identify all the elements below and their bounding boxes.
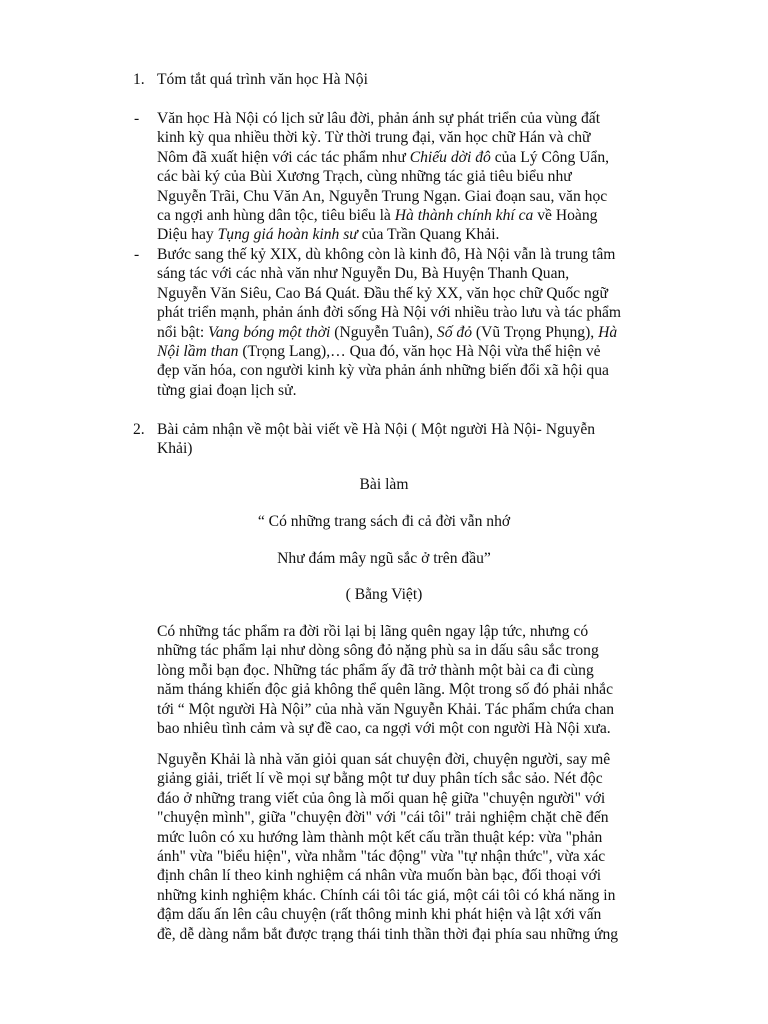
- italic-title: Hà thành chính khí ca: [394, 207, 534, 224]
- text-line: Bước sang thế kỷ XIX, dù không còn là kinh đô, Hà Nội vẫn là trung tâm: [157, 246, 616, 263]
- text-line: năm tháng khiến độc giả không thể quên lãng. Một trong số đó phải nhắc: [157, 681, 614, 699]
- text-line: đẹp văn hóa, con người kinh kỳ vừa phản ánh những biến đổi xã hội qua: [157, 362, 609, 380]
- text-line: Nguyễn Khải là nhà văn giỏi quan sát chuyện đời, chuyện người, say mê: [157, 751, 611, 768]
- text-line: Nguyễn Trãi, Chu Văn An, Nguyễn Trung Ngạn. Giai đoạn sau, văn học: [157, 187, 608, 205]
- text-line: ánh" vừa "biểu hiện", vừa nhằm "tác động" vừa "tự nhận thức", vừa xác: [157, 848, 606, 865]
- text-line: Bài cảm nhận về một bài viết về Hà Nội ( Một người Hà Nội- Nguyễn: [157, 421, 596, 438]
- text-line: đậm dấu ấn lên câu chuyện (rất thông minh khi phát hiện và lật xới vấn: [157, 906, 602, 924]
- bullet-2-dash: -: [134, 246, 140, 263]
- section-1-heading: Tóm tắt quá trình văn học Hà Nội: [157, 71, 368, 88]
- text-line: lòng mỗi bạn đọc. Những tác phẩm ấy đã trở thành một bài ca đi cùng: [157, 661, 594, 679]
- text-line: Nội lầm than (Trọng Lang),… Qua đó, văn học Hà Nội vừa thể hiện vẻ: [157, 343, 601, 360]
- section-1-number: 1.: [133, 71, 145, 88]
- text-line: tới “ Một người Hà Nội” của nhà văn Nguyễn Khải. Tác phẩm chứa chan: [157, 700, 615, 718]
- text-line: từng giai đoạn lịch sử.: [157, 381, 297, 399]
- text-line: mức luôn có xu hướng làm thành một kết cấu trần thuật kép: vừa "phản: [157, 828, 603, 846]
- italic-title: Chiếu dời đô: [409, 148, 491, 166]
- text-line: kinh kỳ qua nhiều thời kỳ. Từ thời trung đại, văn học chữ Hán và chữ: [157, 129, 591, 147]
- text-line: đề, dễ dàng nắm bắt được trạng thái tinh thần thời đại phía sau những ứng: [157, 925, 619, 943]
- text-line: định chân lí theo kinh nghiệm cá nhân vừa muốn bàn bạc, đối thoại với: [157, 867, 602, 885]
- italic-title: Hà: [598, 323, 618, 341]
- epigraph-author: ( Bằng Việt): [345, 586, 423, 603]
- text-line: giảng giải, triết lí về mọi sự bằng một tư duy phân tích sắc sảo. Nét độc: [157, 770, 603, 788]
- text-line: Nguyễn Văn Siêu, Cao Bá Quát. Đầu thế kỷ XX, văn học chữ Quốc ngữ: [157, 284, 608, 302]
- text-line: bao nhiêu tình cảm và sự đề cao, ca ngợi với một con người Hà Nội xưa.: [157, 720, 611, 737]
- italic-title: Tụng giá hoàn kinh sư: [217, 226, 358, 244]
- essay-label: Bài làm: [359, 476, 409, 493]
- text-line: phát triển mạnh, phản ánh đời sống Hà Nội với nhiều trào lưu và tác phẩm: [157, 304, 622, 322]
- text-line: nổi bật: Vang bóng một thời (Nguyễn Tuân), Số đỏ (Vũ Trọng Phụng), Hà: [157, 323, 618, 341]
- bullet-1-dash: -: [134, 110, 140, 127]
- text-line: các bài ký của Bùi Xương Trạch, cùng những tác giả tiêu biểu như: [157, 168, 572, 186]
- text-line: những kinh nghiệm khác. Chính cái tôi tác giá, một cái tôi có khá năng in: [157, 886, 616, 904]
- text-line: ca ngợi anh hùng dân tộc, tiêu biểu là Hà thành chính khí ca về Hoàng: [157, 207, 598, 224]
- text-line: "chuyện mình", giữa "chuyện đời" với "cái tôi" trải nghiệm chặt chẽ đến: [157, 809, 609, 827]
- text-line: Nôm đã xuất hiện với các tác phẩm như Chiếu dời đô của Lý Công Uẩn,: [157, 148, 610, 166]
- text-line: Diệu hay Tụng giá hoàn kinh sư của Trần Quang Khải.: [157, 226, 500, 244]
- italic-title: Nội lầm than: [157, 343, 239, 360]
- text-line: Văn học Hà Nội có lịch sử lâu đời, phản ánh sự phát triển của vùng đất: [157, 110, 601, 127]
- text-line: đáo ở những trang viết của ông là mối quan hệ giữa "chuyện người" với: [157, 789, 606, 807]
- text-line: sáng tác với các nhà văn như Nguyễn Du, Bà Huyện Thanh Quan,: [157, 265, 570, 283]
- text-line: Khải): [157, 440, 193, 458]
- epigraph-line-1: “ Có những trang sách đi cả đời vẫn nhớ: [257, 513, 511, 530]
- epigraph-line-2: Như đám mây ngũ sắc ở trên đầu”: [277, 550, 491, 567]
- text-line: Có những tác phẩm ra đời rồi lại bị lãng quên ngay lập tức, nhưng có: [157, 623, 589, 640]
- italic-title: Vang bóng một thời: [208, 323, 331, 341]
- italic-title: Số đỏ: [436, 323, 473, 341]
- text-line: những tác phẩm lại như dòng sông đỏ nặng phù sa in dấu sâu sắc trong: [157, 642, 599, 660]
- section-2-number: 2.: [133, 421, 145, 438]
